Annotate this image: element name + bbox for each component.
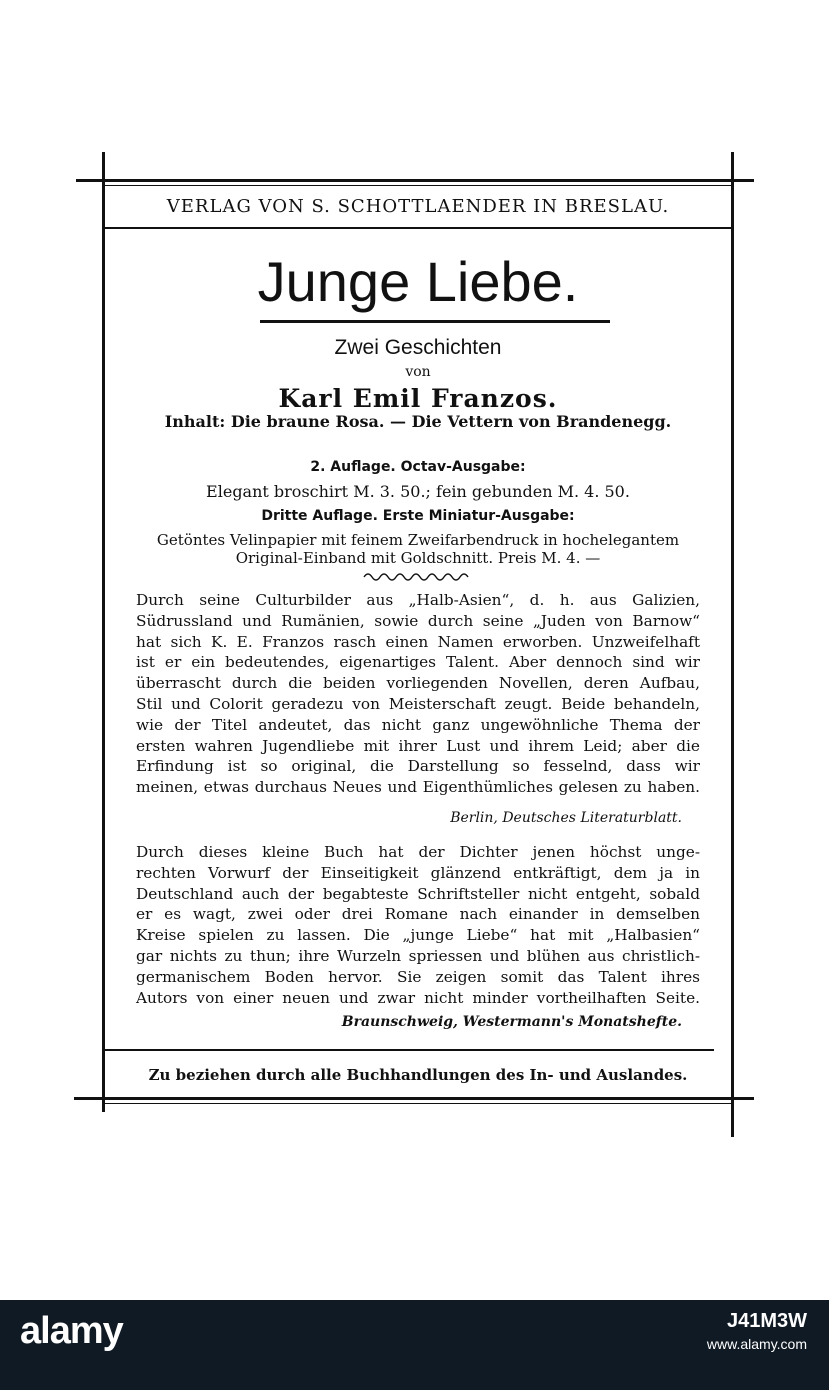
- bottom-rule-thin: [104, 1103, 732, 1104]
- publisher-divider: [104, 227, 732, 229]
- edition-3-description: Getöntes Velinpapier mit feinem Zweifarbendruck in hochelegantem: [156, 531, 680, 549]
- bottom-rule: [74, 1097, 754, 1100]
- edition-3-binding-price: Original-Einband mit Goldschnitt. Preis M. 4. —: [235, 549, 601, 567]
- review-line: wie der Titel andeutet, das nicht ganz ungewöhnliche Thema der: [136, 715, 700, 734]
- review-line: Stil und Colorit geradezu von Meisterschaft zeugt. Beide behandeln,: [136, 694, 700, 713]
- review-line: Autors von einer neuen und zwar nicht minder vortheilhaften Seite.: [136, 988, 700, 1007]
- alamy-logo: alamy: [20, 1310, 123, 1352]
- review-braunschweig: [136, 842, 700, 1008]
- subtitle: Zwei Geschichten: [334, 336, 502, 359]
- review-line: Deutschland auch der begabteste Schriftsteller nicht entgeht, sobald: [136, 884, 700, 903]
- footer-divider: [104, 1049, 714, 1051]
- review-source-berlin: Berlin, Deutsches Literaturblatt.: [450, 810, 682, 826]
- review-line: Erfindung ist so original, die Darstellung so fesselnd, dass wir: [136, 757, 700, 776]
- edition-3-heading: Dritte Auflage. Erste Miniatur-Ausgabe:: [261, 508, 575, 524]
- title-underline: [260, 320, 610, 323]
- by-line: von: [405, 364, 431, 380]
- watermark-url: www.alamy.com: [706, 1336, 807, 1352]
- publisher-line: VERLAG VON S. SCHOTTLAENDER IN BRESLAU.: [166, 196, 670, 217]
- contents-line: Inhalt: Die braune Rosa. — Die Vettern von Brandenegg.: [164, 412, 672, 431]
- review-line: gar nichts zu thun; ihre Wurzeln spriessen und blühen aus christlich-: [136, 946, 700, 965]
- top-rule-thin: [104, 185, 732, 186]
- book-title: Junge Liebe.: [257, 250, 579, 313]
- review-line: meinen, etwas durchaus Neues und Eigenthümliches gelesen zu haben.: [136, 778, 700, 797]
- review-line: überrascht durch die beiden vorliegenden Novellen, deren Aufbau,: [136, 674, 700, 693]
- review-line: rechten Vorwurf der Einseitigkeit glänzend entkräftigt, dem ja in: [136, 863, 700, 882]
- review-line: Durch seine Culturbilder aus „Halb-Asien“, d. h. aus Galizien,: [136, 591, 700, 609]
- review-line: ist er ein bedeutendes, eigenartiges Talent. Aber dennoch sind wir: [136, 653, 700, 672]
- review-line: Durch dieses kleine Buch hat der Dichter jenen höchst unge-: [136, 843, 700, 861]
- review-source-braunschweig: Braunschweig, Westermann's Monatshefte.: [341, 1014, 682, 1030]
- watermark-bar: [0, 1300, 829, 1390]
- review-line: hat sich K. E. Franzos rasch einen Namen erworben. Unzweifelhaft: [136, 632, 700, 651]
- edition-2-prices: Elegant broschirt M. 3. 50.; fein gebunden M. 4. 50.: [206, 482, 630, 501]
- review-line: ersten wahren Jugendliebe mit ihrer Lust und ihrem Leid; aber die: [136, 736, 700, 755]
- wavy-ornament: [362, 570, 472, 584]
- review-line: Südrussland und Rumänien, sowie durch seine „Juden von Barnow“: [136, 611, 700, 630]
- top-rule: [76, 179, 754, 182]
- review-line: Kreise spielen zu lassen. Die „junge Liebe“ hat mit „Halbasien“: [136, 926, 700, 945]
- image-id: J41M3W: [726, 1310, 807, 1332]
- author-name: Karl Emil Franzos.: [278, 384, 558, 413]
- review-berlin: [136, 590, 700, 798]
- edition-2-heading: 2. Auflage. Octav-Ausgabe:: [310, 459, 526, 475]
- review-line: er es wagt, zwei oder drei Romane nach einander in demselben: [136, 905, 700, 924]
- review-line: germanischem Boden hervor. Sie zeigen somit das Talent ihres: [136, 967, 700, 986]
- availability-note: Zu beziehen durch alle Buchhandlungen des In- und Auslandes.: [148, 1066, 688, 1084]
